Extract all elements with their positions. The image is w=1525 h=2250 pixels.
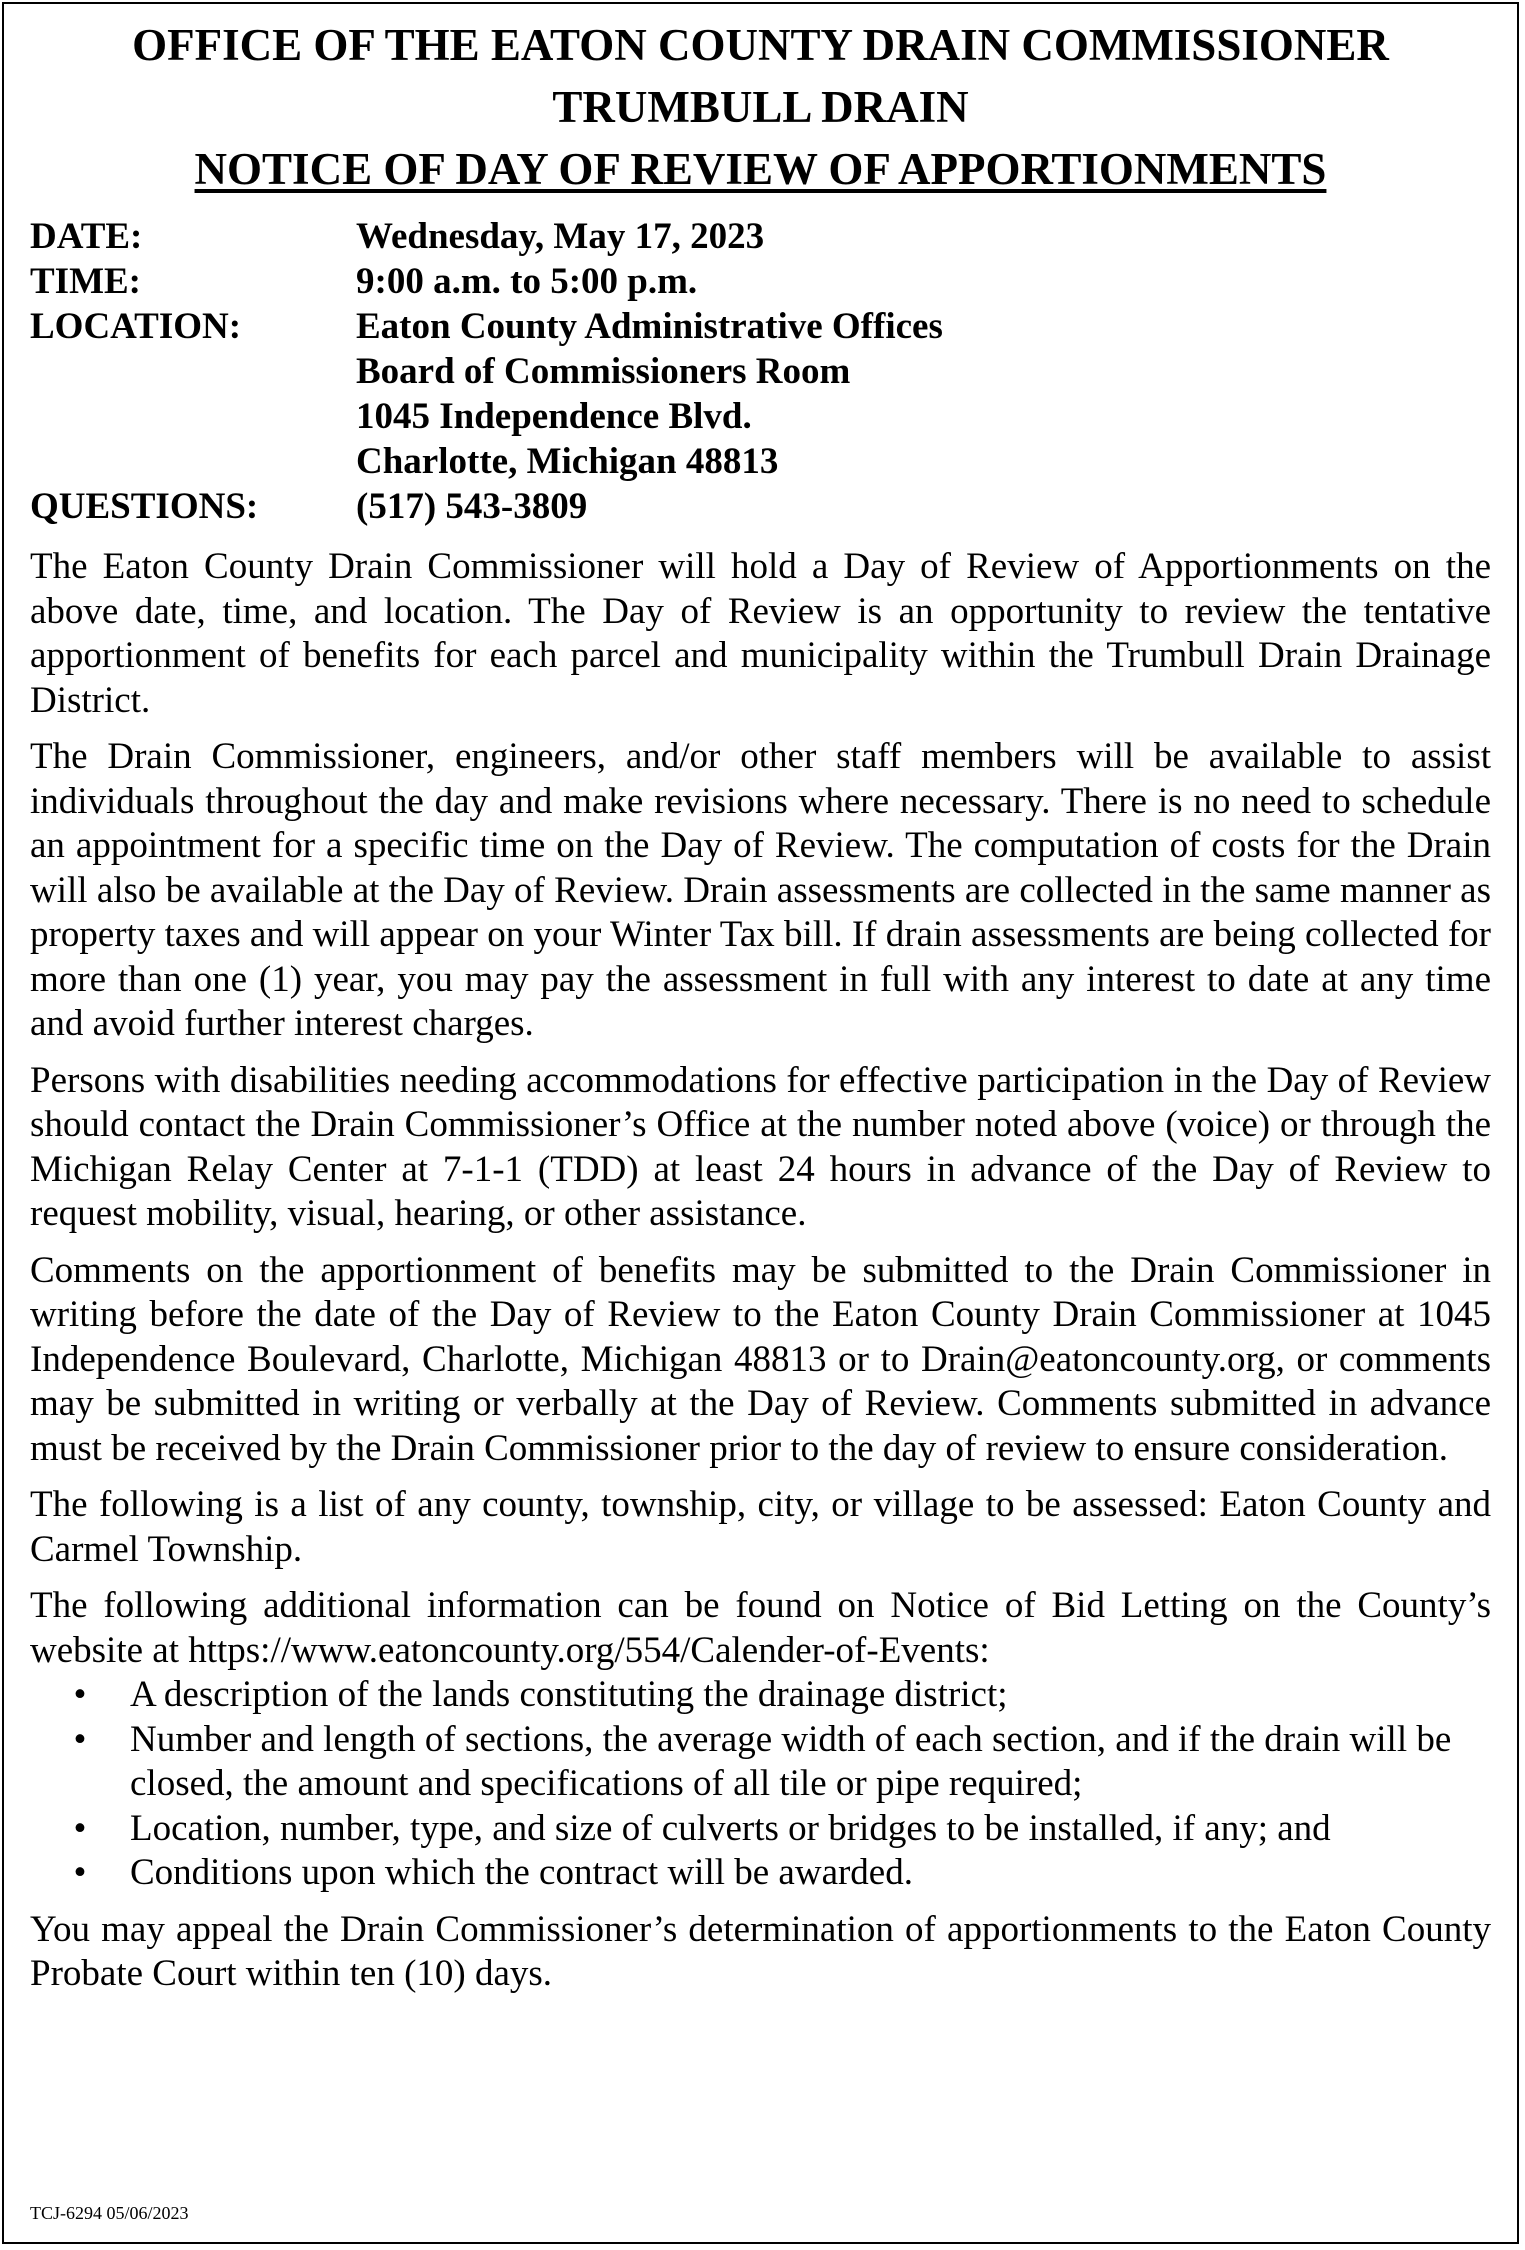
time-row xyxy=(30,259,1491,304)
office-title: OFFICE OF THE EATON COUNTY DRAIN COMMISSIONER xyxy=(132,20,1389,70)
location-line: Board of Commissioners Room xyxy=(356,351,851,392)
bullet-icon: • xyxy=(73,1718,87,1760)
bullet-icon: • xyxy=(73,1674,87,1715)
paragraph-comments: Comments on the apportionment of benefits may be submitted to the Drain Commissioner in writing before the date of the Day of Review to the Eaton County Drain Commissioner at 1045 Independence Boulevard, Charlotte, Michigan 48813 or to Drain@eatoncounty.org, or comments may be submitted in writing or verbally at the Day of Review. Comments submitted in advance must be received by the Drain Commissioner prior to the day of review to ensure consideration. xyxy=(30,1249,1491,1469)
list-item xyxy=(30,1851,1491,1896)
list-item xyxy=(30,1807,1491,1852)
time-value: 9:00 a.m. to 5:00 p.m. xyxy=(356,261,698,302)
notice-title: NOTICE OF DAY OF REVIEW OF APPORTIONMENTS xyxy=(194,144,1327,194)
questions-phone: (517) 543-3809 xyxy=(356,486,588,527)
date-label: DATE: xyxy=(30,216,143,257)
list-item-text: A description of the lands constituting the drainage district; xyxy=(130,1674,1008,1715)
bullet-icon: • xyxy=(73,1807,87,1849)
location-line: 1045 Independence Blvd. xyxy=(356,396,752,437)
questions-label: QUESTIONS: xyxy=(30,486,259,527)
meeting-info xyxy=(30,214,1491,529)
location-label: LOCATION: xyxy=(30,306,242,347)
date-value: Wednesday, May 17, 2023 xyxy=(356,216,765,257)
paragraph-intro: The Eaton County Drain Commissioner will hold a Day of Review of Apportionments on the above date, time, and location. The Day of Review is an opportunity to review the tentative apportionment of benefits for each parcel and municipality within the Trumbull Drain Drainage District. xyxy=(30,546,1491,721)
paragraph-accessibility: Persons with disabilities needing accommodations for effective participation in the Day of Review should contact the Drain Commissioner’s Office at the number noted above (voice) or through the Michigan Relay Center at 7-1-1 (TDD) at least 24 hours in advance of the Day of Review to request mobility, visual, hearing, or other assistance. xyxy=(30,1059,1491,1234)
bullet-icon: • xyxy=(73,1852,87,1893)
location-row xyxy=(30,304,1491,484)
date-row xyxy=(30,214,1491,259)
list-item-text: Number and length of sections, the average width of each section, and if the drain will be closed, the amount and specifications of all tile or pipe required; xyxy=(130,1718,1452,1804)
paragraph-appeal: You may appeal the Drain Commissioner’s determination of apportionments to the Eaton County Probate Court within ten (10) days. xyxy=(30,1908,1491,1994)
list-item xyxy=(30,1673,1491,1718)
info-list xyxy=(30,1673,1491,1896)
footer-reference: TCJ-6294 05/06/2023 xyxy=(30,2203,189,2223)
paragraph-assessed: The following is a list of any county, township, city, or village to be assessed: Eaton County and Carmel Township. xyxy=(30,1484,1491,1570)
drain-name-title: TRUMBULL DRAIN xyxy=(552,82,969,132)
location-line: Charlotte, Michigan 48813 xyxy=(356,441,779,482)
notice-document xyxy=(2,2,1519,2244)
location-line: Eaton County Administrative Offices xyxy=(356,306,943,347)
list-item-text: Location, number, type, and size of culverts or bridges to be installed, if any; and xyxy=(130,1807,1331,1849)
questions-row xyxy=(30,484,1491,529)
paragraph-additional-info: The following additional information can be found on Notice of Bid Letting on the County’s website at https://www.eatoncounty.org/554/Calender-of-Events: xyxy=(30,1585,1491,1671)
time-label: TIME: xyxy=(30,261,141,302)
location-value xyxy=(356,304,1491,484)
list-item xyxy=(30,1718,1491,1807)
paragraph-staff: The Drain Commissioner, engineers, and/or other staff members will be available to assist individuals throughout the day and make revisions where necessary. There is no need to schedule an appointment for a specific time on the Day of Review. The computation of costs for the Drain will also be available at the Day of Review. Drain assessments are collected in the same manner as property taxes and will appear on your Winter Tax bill. If drain assessments are being collected for more than one (1) year, you may pay the assessment in full with any interest to date at any time and avoid further interest charges. xyxy=(30,736,1491,1044)
list-item-text: Conditions upon which the contract will be awarded. xyxy=(130,1852,913,1893)
